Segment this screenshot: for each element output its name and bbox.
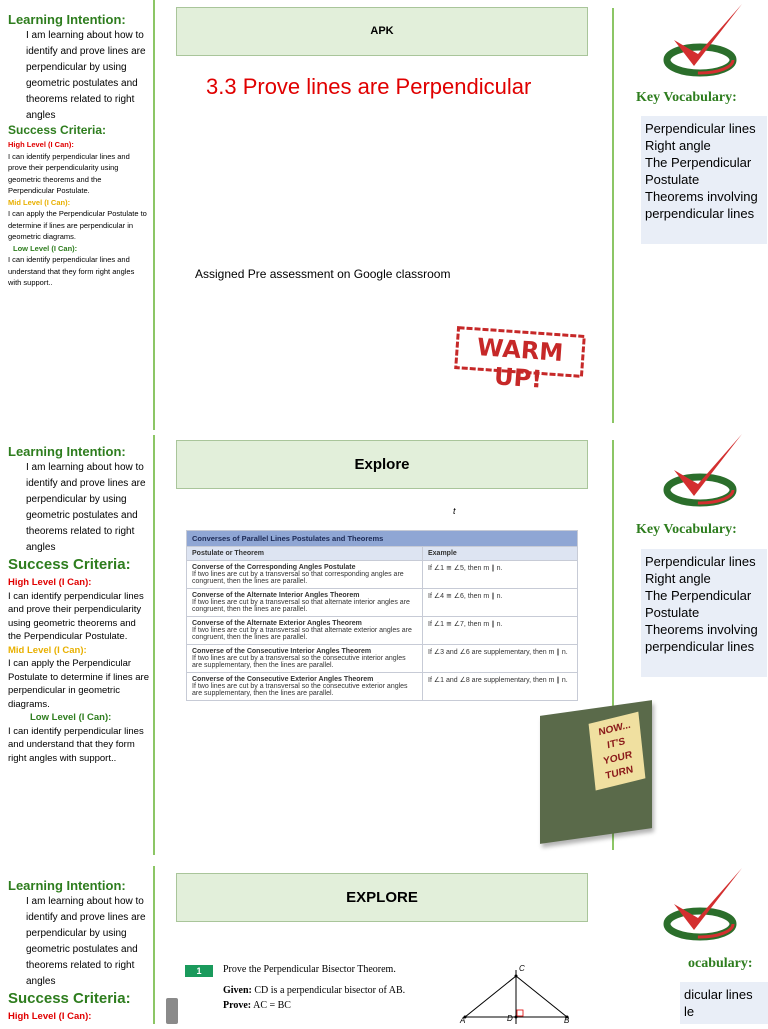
warm-up-stamp-text: WARM UP!: [476, 333, 565, 394]
label-a: A: [460, 1016, 466, 1025]
your-turn-sign-text: NOW... IT'S YOUR TURN: [589, 712, 646, 791]
label-d: D: [507, 1014, 513, 1023]
low-level-text: I can identify perpendicular lines and understand that they form right angles with support..: [8, 255, 135, 287]
your-turn-sign: [540, 700, 652, 844]
mid-level-text: I can apply the Perpendicular Postulate to determine if lines are perpendicular in geometric diagrams.: [8, 658, 149, 710]
success-criteria-block: [8, 139, 148, 289]
given-label: Given:: [223, 985, 252, 996]
checkmark-logo: [660, 430, 750, 515]
explore-header: EXPLORE: [176, 873, 588, 922]
table-header-example: Example: [423, 547, 578, 561]
vocab-item-3: The Perpendicular Postulate: [645, 155, 752, 187]
key-vocabulary-box: [680, 982, 768, 1024]
transversal-mark: t: [453, 506, 456, 516]
prove-title: Prove the Perpendicular Bisector Theorem.: [223, 964, 396, 975]
key-vocabulary-box: [641, 549, 767, 677]
right-divider: [612, 8, 614, 423]
learning-intention-title: Learning Intention:: [8, 444, 126, 459]
vocab-item-3: The Perpendicular Postulate: [645, 588, 752, 620]
mid-level-label: Mid Level (I Can):: [8, 644, 87, 656]
vocab-item-1: Perpendicular lines: [645, 554, 756, 569]
explore-header: Explore: [176, 440, 588, 489]
label-c: C: [519, 964, 525, 973]
vocab-item-2: Right angle: [645, 571, 711, 586]
table-caption: Converses of Parallel Lines Postulates and Theorems: [187, 531, 578, 547]
lesson-title: 3.3 Prove lines are Perpendicular: [206, 74, 532, 99]
bisector-diagram: [455, 962, 580, 1024]
table-row: Converse of the Consecutive Interior Angles Theorem If two lines are cut by a transversal so the consecutive interior angles are supplementary, then the lines are parallel. If ∠3 and ∠6 are supplementary, then m ∥ n.: [187, 645, 578, 673]
learning-intention-title: Learning Intention:: [8, 878, 126, 893]
table-row: Converse of the Consecutive Exterior Angles Theorem If two lines are cut by a transversal so the consecutive exterior angles are supplementary, then the lines are parallel. If ∠1 and ∠8 are supplementary, then m ∥ n.: [187, 673, 578, 701]
checkmark-icon: [660, 430, 750, 510]
low-level-label: Low Level (I Can):: [30, 712, 112, 723]
warm-up-stamp: [454, 326, 587, 394]
checkmark-icon: [660, 0, 750, 80]
left-divider: [153, 866, 155, 1024]
converses-table: [186, 530, 578, 701]
high-level-label: High Level (I Can):: [8, 140, 74, 149]
assignment-text: Assigned Pre assessment on Google classroom: [195, 267, 451, 281]
table-header-postulate: Postulate or Theorem: [187, 547, 423, 561]
high-level-label: High Level (I Can):: [8, 577, 92, 588]
high-level-text: I can identify perpendicular lines and prove their perpendicularity using geometric theorems and the Perpendicular Postulate.: [8, 590, 144, 642]
prove-line: [223, 1000, 291, 1011]
left-divider: [153, 0, 155, 430]
scrollbar-thumb[interactable]: [166, 998, 178, 1024]
low-level-label: Low Level (I Can):: [13, 243, 78, 253]
vocab-item-cut-2: le: [684, 1004, 695, 1019]
success-criteria-title: Success Criteria:: [8, 990, 131, 1007]
high-level-label: High Level (I Can):: [8, 1011, 92, 1022]
learning-intention-text: I am learning about how to identify and prove lines are perpendicular by using geometric postulates and theorems related to right angles: [26, 462, 146, 553]
checkmark-logo: [660, 864, 750, 949]
success-criteria-title: Success Criteria:: [8, 123, 107, 137]
label-b: B: [564, 1016, 570, 1025]
success-criteria-title: Success Criteria:: [8, 556, 131, 573]
mid-level-label: Mid Level (I Can):: [8, 197, 71, 207]
table-row: Converse of the Alternate Interior Angles Theorem If two lines are cut by a transversal so that alternate interior angles are congruent, then the lines are parallel. If ∠4 ≅ ∠6, then m ∥ n.: [187, 589, 578, 617]
key-vocabulary-title: Key Vocabulary:: [636, 90, 737, 105]
bisector-diagram-svg: [455, 962, 580, 1024]
key-vocabulary-box: [641, 116, 767, 244]
prove-text: AC = BC: [253, 1000, 291, 1011]
learning-intention-text: I am learning about how to identify and prove lines are perpendicular by using geometric postulates and theorems related to right angles: [26, 30, 146, 121]
apk-header: APK: [176, 7, 588, 56]
vocab-item-cut-1: dicular lines: [684, 987, 753, 1002]
success-criteria-block: [8, 576, 150, 765]
learning-intention-title: Learning Intention:: [8, 12, 126, 27]
learning-intention-text: I am learning about how to identify and prove lines are perpendicular by using geometric postulates and theorems related to right angles: [26, 896, 146, 987]
vocab-item-4: Theorems involving perpendicular lines: [645, 622, 758, 654]
given-text: CD is a perpendicular bisector of AB.: [254, 985, 406, 996]
mid-level-text: I can apply the Perpendicular Postulate to determine if lines are perpendicular in geometric diagrams.: [8, 209, 147, 241]
prove-label: Prove:: [223, 1000, 252, 1011]
checkmark-icon: [660, 864, 750, 944]
table-row: Converse of the Alternate Exterior Angles Theorem If two lines are cut by a transversal so that alternate exterior angles are congruent, then the lines are parallel. If ∠1 ≅ ∠7, then m ∥ n.: [187, 617, 578, 645]
high-level-text: I can identify perpendicular lines and prove their perpendicularity using geometric theorems and the Perpendicular Postulate.: [8, 151, 130, 195]
checkmark-logo: [660, 0, 750, 85]
vocab-item-1: Perpendicular lines: [645, 121, 756, 136]
vocab-item-2: Right angle: [645, 138, 711, 153]
key-vocabulary-title-cut: ocabulary:: [688, 956, 753, 971]
key-vocabulary-title: Key Vocabulary:: [636, 522, 737, 537]
left-divider: [153, 435, 155, 855]
low-level-text: I can identify perpendicular lines and understand that they form right angles with support..: [8, 725, 144, 764]
step-badge: 1: [185, 965, 213, 977]
table-row: Converse of the Corresponding Angles Postulate If two lines are cut by a transversal so that corresponding angles are congruent, then the lines are parallel. If ∠1 ≅ ∠5, then m ∥ n.: [187, 561, 578, 589]
given-line: [223, 985, 405, 996]
vocab-item-4: Theorems involving perpendicular lines: [645, 189, 758, 221]
